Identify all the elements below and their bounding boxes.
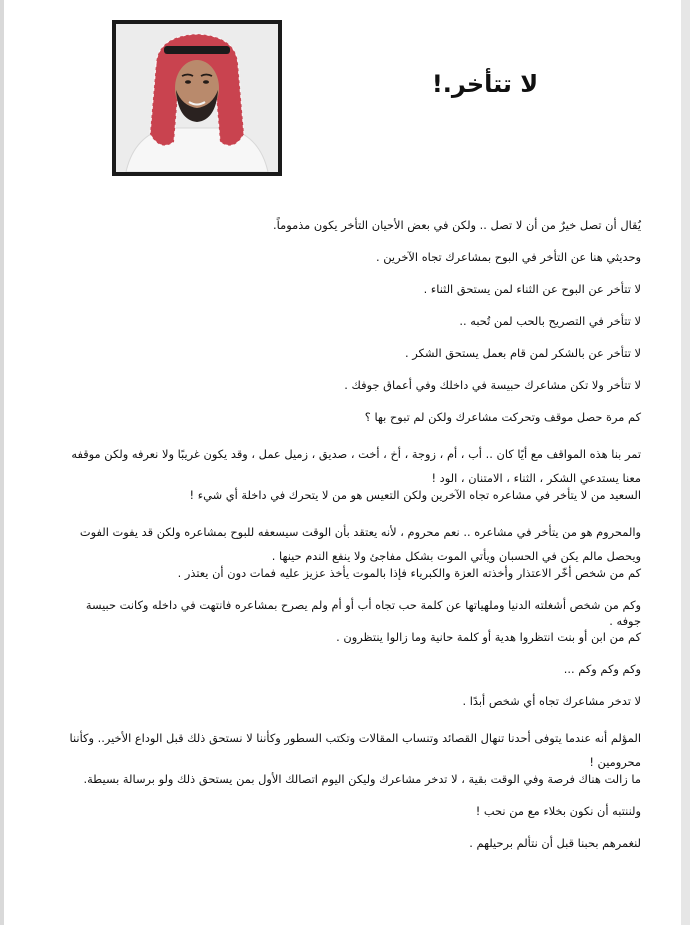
- paragraph: لا تدخر مشاعرك تجاه أي شخص أبدًا .: [462, 694, 641, 708]
- paragraph: ما زالت هناك فرصة وفي الوقت بقية ، لا تدخر مشاعرك وليكن اليوم اتصالك الأول بمن يستحق ذلك ولو برسالة بسيطة.: [83, 772, 641, 786]
- author-photo: [112, 20, 282, 176]
- paragraph: يُقال أن تصل خيرٌ من أن لا تصل .. ولكن في بعض الأحيان التأخر يكون مذموماً.: [273, 218, 641, 232]
- paragraph: لنغمرهم بحبنا قبل أن نتألم برحيلهم .: [469, 836, 641, 850]
- paragraph: لا تتأخر عن بالشكر لمن قام بعمل يستحق الشكر .: [405, 346, 641, 360]
- paragraph: السعيد من لا يتأخر في مشاعره تجاه الآخرين ولكن التعيس هو من لا يتحرك في داخلة أي شيء !: [189, 488, 641, 502]
- author-photo-illustration: [116, 24, 278, 172]
- paragraph: كم مرة حصل موقف وتحركت مشاعرك ولكن لم تبوح بها ؟: [364, 410, 641, 424]
- paragraph: كم من شخص أخّر الاعتذار وأخذته العزة والكبرياء فإذا بالموت يأخذ عزيز عليه فمات دون أن يعتذر .: [177, 566, 641, 580]
- paragraph: كم من ابن أو بنت انتظروا هدية أو كلمة حانية وما زالوا ينتظرون .: [336, 630, 641, 644]
- paragraph: لا تتأخر عن البوح عن الثناء لمن يستحق الثناء .: [423, 282, 641, 296]
- page-edge-left: [0, 0, 4, 925]
- page-edge-right: [681, 0, 690, 925]
- paragraph: ولننتبه أن نكون بخلاء مع من نحب !: [475, 804, 641, 818]
- paragraph: وحديثي هنا عن التأخر في البوح بمشاعرك تجاه الآخرين .: [376, 250, 641, 264]
- paragraph: وكم من شخص أشغلته الدنيا وملهياتها عن كلمة حب تجاه أب أو أم ولم يصرح بمشاعره فانتهت في داخله وكانت حبيسة جوفه .: [85, 598, 641, 628]
- paragraph: المؤلم أنه عندما يتوفى أحدنا تنهال القصائد وتنساب المقالات وتكتب السطور وكأننا لا نستحق ذلك قبل الوداع الأخير.. وكأننا محرومين !: [69, 731, 641, 769]
- paragraph: لا تتأخر ولا تكن مشاعرك حبيسة في داخلك وفي أعماق جوفك .: [344, 378, 641, 392]
- paragraph: تمر بنا هذه المواقف مع أيًا كان .. أب ، أم ، زوجة ، أخ ، أخت ، صديق ، زميل عمل ، وقد يكون غريبًا ولا نعرفه ولكن موقفه معنا يستدعي الشكر ، الثناء ، الامتنان ، الود !: [71, 447, 641, 485]
- paragraph: لا تتأخر في التصريح بالحب لمن تُحبه ..: [459, 314, 641, 328]
- article-title: لا تتأخر.!: [431, 70, 539, 98]
- article-body: [58, 218, 641, 868]
- paragraph: والمحروم هو من يتأخر في مشاعره .. نعم محروم ، لأنه يعتقد بأن الوقت سيسعفه للبوح بمشاعره ولكن قد يفوت الفوت ويحصل مالم يكن في الحسبان ويأتي الموت بشكل مفاجئ ولا ينفع الندم حينها .: [79, 525, 641, 563]
- paragraph: وكم وكم وكم ...: [563, 662, 641, 676]
